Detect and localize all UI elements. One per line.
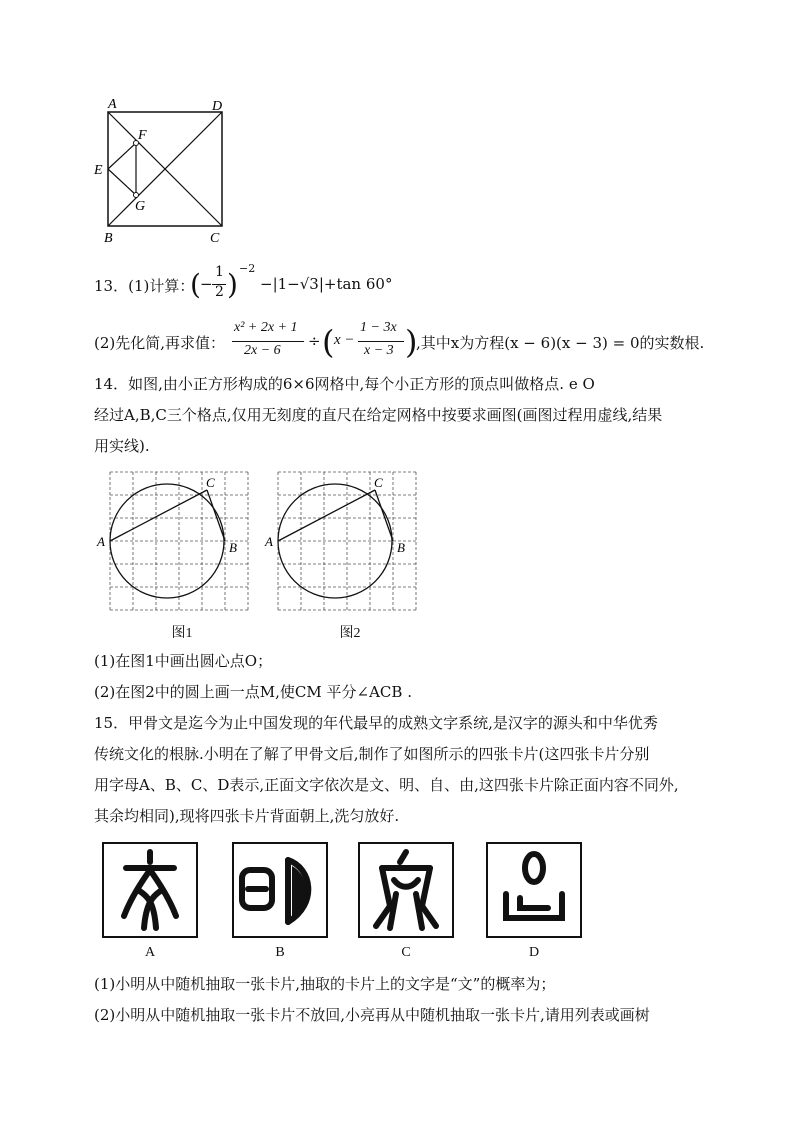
label-C: C	[206, 475, 215, 490]
segment-EG	[108, 169, 136, 195]
q15-line1: 15．甲骨文是迄今为止中国发现的年代最早的成熟文字系统,是汉字的源头和中华优秀	[94, 714, 658, 732]
paren-x: x −	[334, 332, 355, 348]
label-B: B	[104, 231, 113, 246]
label-G: G	[135, 199, 146, 214]
frac1-den: 2	[215, 284, 224, 300]
q13-part1-expr: −|1−√3|+tan 60°	[260, 275, 393, 293]
card-b	[232, 842, 328, 938]
label-F: F	[138, 128, 147, 143]
frac3-den: x − 3	[364, 343, 394, 358]
label-B: B	[229, 540, 237, 555]
card-label-b: B	[275, 945, 285, 960]
card-label-c: C	[401, 945, 411, 960]
q14-sub2: (2)在图2中的圆上画一点M,使CM 平分∠ACB .	[94, 683, 412, 701]
q15-sub1: (1)小明从中随机抽取一张卡片,抽取的卡片上的文字是“文”的概率为；	[94, 975, 556, 993]
segment-AC	[278, 490, 375, 541]
q14-line1: 14．如图,由小正方形构成的6×6网格中,每个小正方形的顶点叫做格点. e O	[94, 375, 595, 393]
card-label-d: D	[528, 945, 540, 960]
segment-CB	[207, 490, 225, 541]
card-label-a: A	[144, 945, 156, 960]
segment-CB	[375, 490, 393, 541]
frac3-num: 1 − 3x	[360, 320, 397, 335]
label-E: E	[94, 163, 103, 178]
card-a	[102, 842, 198, 938]
q13-part2-prefix: (2)先化简,再求值：	[94, 334, 226, 352]
fig1-caption: 图1	[171, 626, 193, 641]
q14-line2: 经过A,B,C三个格点,仅用无刻度的直尺在给定网格中按要求画图(画图过程用虚线,结果	[94, 406, 663, 424]
grid-figure-2	[264, 466, 426, 616]
oracle-glyph-wen	[104, 844, 196, 936]
q13-part2-suffix: ,其中x为方程(x − 6)(x − 3) = 0的实数根.	[416, 334, 705, 352]
label-C: C	[210, 231, 220, 246]
segment-AC	[110, 490, 207, 541]
q15-line3: 用字母A、B、C、D表示,正面文字依次是文、明、自、由,这四张卡片除正面内容不同外,	[94, 776, 679, 794]
q15-sub2: (2)小明从中随机抽取一张卡片不放回,小亮再从中随机抽取一张卡片,请用列表或画树	[94, 1006, 650, 1024]
exponent: −2	[239, 262, 256, 275]
oracle-glyph-ming	[234, 844, 326, 936]
q15-line4: 其余均相同),现将四张卡片背面朝上,洗匀放好.	[94, 807, 400, 825]
frac1-num: 1	[215, 264, 224, 280]
q14-sub1: (1)在图1中画出圆心点O；	[94, 652, 273, 670]
grid-figure-1	[96, 466, 258, 616]
point-G	[134, 193, 139, 198]
label-D: D	[212, 99, 223, 114]
square-figure	[90, 94, 240, 246]
label-A: A	[97, 534, 105, 549]
fig2-caption: 图2	[339, 626, 361, 641]
q13-part1-prefix: 13．(1)计算：	[94, 277, 195, 295]
q14-line3: 用实线).	[94, 437, 150, 455]
card-d	[486, 842, 582, 938]
q15-line2: 传统文化的根脉.小明在了解了甲骨文后,制作了如图所示的四张卡片(这四张卡片分别	[94, 745, 650, 763]
oracle-glyph-you	[488, 844, 580, 936]
frac2-num: x² + 2x + 1	[234, 320, 298, 335]
frac2-den: 2x − 6	[244, 343, 281, 358]
segment-EF	[108, 143, 136, 169]
oracle-glyph-zi	[360, 844, 452, 936]
div-sign: ÷	[308, 332, 321, 350]
label-A: A	[265, 534, 273, 549]
label-A: A	[108, 97, 117, 112]
label-C: C	[374, 475, 383, 490]
card-c	[358, 842, 454, 938]
label-B: B	[397, 540, 405, 555]
